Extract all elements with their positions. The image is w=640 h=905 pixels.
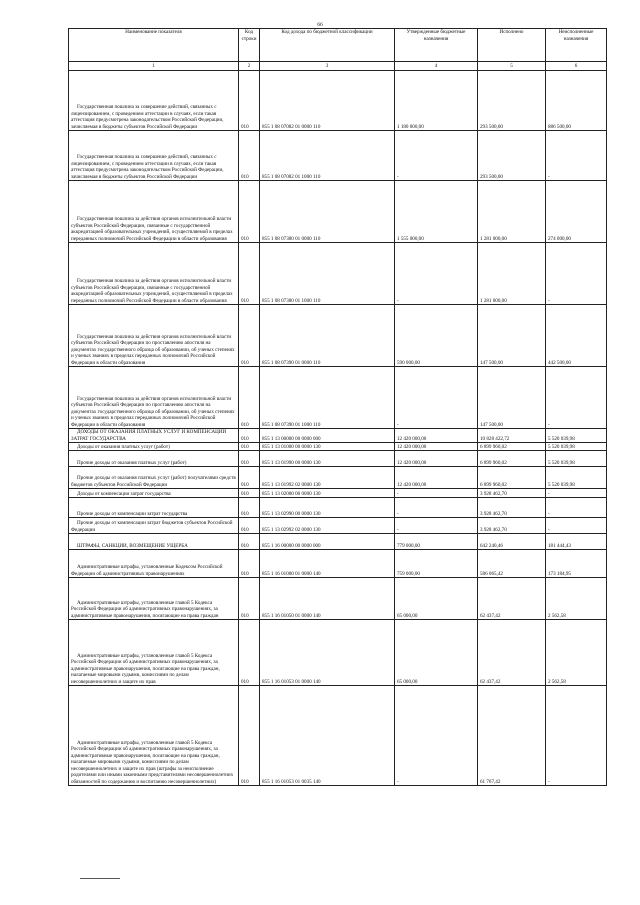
row-executed: 62 437,42 — [478, 578, 546, 620]
row-income-code: 855 1 16 01053 01 0000 140 — [260, 620, 395, 686]
row-executed: 6 899 960,02 — [478, 451, 546, 467]
table-row — [69, 305, 607, 367]
row-remaining: 181 444,43 — [546, 534, 607, 550]
row-income-code: 855 1 13 02990 00 0000 130 — [260, 498, 395, 518]
row-name: Административные штрафы, установленные главой 5 Кодекса Российской Федерации об административных правонарушениях, за административные правонарушения, посягающие на права граждан — [69, 578, 239, 620]
row-approved: 12 420 000,00 — [395, 443, 478, 451]
row-approved: - — [395, 367, 478, 429]
table-row — [69, 429, 607, 443]
budget-execution-table — [68, 28, 607, 786]
column-number: 3 — [260, 62, 395, 71]
row-remaining: - — [546, 686, 607, 786]
row-income-code: 855 1 13 01990 00 0000 130 — [260, 451, 395, 467]
row-line-code: 010 — [239, 534, 260, 550]
row-approved: - — [395, 518, 478, 534]
footnote-divider — [80, 878, 120, 879]
row-remaining: - — [546, 498, 607, 518]
table-row — [69, 550, 607, 578]
row-approved: - — [395, 489, 478, 498]
row-approved: - — [395, 686, 478, 786]
row-executed: 293 500,00 — [478, 131, 546, 181]
row-remaining: - — [546, 243, 607, 305]
row-name: Прочие доходы от оказания платных услуг (работ) — [69, 451, 239, 467]
row-remaining: 5 520 039,98 — [546, 467, 607, 489]
row-income-code: 855 1 08 07082 01 0000 110 — [260, 71, 395, 131]
row-name: Государственная пошлина за действия органов исполнительной власти субъектов Российской Федерации по проставлению апостиля на документах государственного образца об образовании, об ученых степенях и ученых званиях в пределах переданных полномочий Российской Федерации в области образования — [69, 367, 239, 429]
row-income-code: 855 1 13 01992 02 0000 130 — [260, 467, 395, 489]
column-number: 6 — [546, 62, 607, 71]
row-executed: 642 240,46 — [478, 534, 546, 550]
row-income-code: 855 1 13 00000 00 0000 000 — [260, 429, 395, 443]
row-name: Прочие доходы от компенсации затрат бюджетов субъектов Российской Федерации — [69, 518, 239, 534]
row-name: Государственная пошлина за совершение действий, связанных с лицензированием, с проведением аттестации в случаях, если такая аттестация предусмотрена законодательством Российской Федерации, зачисляемая в бюджеты субъектов Российской Федерации — [69, 131, 239, 181]
row-remaining: - — [546, 367, 607, 429]
row-executed: 10 828 422,72 — [478, 429, 546, 443]
row-approved: 1 180 000,00 — [395, 71, 478, 131]
table-row — [69, 467, 607, 489]
column-number: 1 — [69, 62, 239, 71]
row-line-code: 010 — [239, 305, 260, 367]
column-number: 4 — [395, 62, 478, 71]
row-line-code: 010 — [239, 686, 260, 786]
row-name: Государственная пошлина за действия органов исполнительной власти субъектов Российской Федерации, связанные с государственной аккредитацией образовательных учреждений, осуществляемой в пределах переданных полномочий Российской Федерации в области образования — [69, 181, 239, 243]
row-income-code: 855 1 08 07380 01 0000 110 — [260, 181, 395, 243]
header-executed: Исполнено — [478, 29, 546, 62]
row-line-code: 010 — [239, 498, 260, 518]
row-executed: 147 500,00 — [478, 367, 546, 429]
table-row — [69, 71, 607, 131]
row-income-code: 855 1 16 01000 01 0000 140 — [260, 550, 395, 578]
row-remaining: 5 520 039,98 — [546, 443, 607, 451]
row-remaining: 5 520 039,98 — [546, 429, 607, 443]
row-income-code: 855 1 08 07390 01 0000 110 — [260, 305, 395, 367]
row-executed: 6 899 960,02 — [478, 467, 546, 489]
row-remaining: 886 500,00 — [546, 71, 607, 131]
row-approved: - — [395, 498, 478, 518]
row-line-code: 010 — [239, 367, 260, 429]
row-name: Административные штрафы, установленные главой 5 Кодекса Российской Федерации об административных правонарушениях, за административные правонарушения, посягающие на права граждан, налагаемые мировыми судьями, комиссиями по делам несовершеннолетних и защите их прав — [69, 620, 239, 686]
row-executed: 3 928 462,70 — [478, 498, 546, 518]
header-income-code: Код дохода по бюджетной классификации — [260, 29, 395, 62]
row-income-code: 855 1 16 01050 01 0000 140 — [260, 578, 395, 620]
table-row — [69, 243, 607, 305]
row-line-code: 010 — [239, 181, 260, 243]
row-name: Прочие доходы от оказания платных услуг (работ) получателями средств бюджетов субъектов Российской Федерации — [69, 467, 239, 489]
row-line-code: 010 — [239, 467, 260, 489]
row-executed: 586 065,42 — [478, 550, 546, 578]
row-line-code: 010 — [239, 443, 260, 451]
row-name: Административные штрафы, установленные Кодексом Российской Федерации об административных правонарушениях — [69, 550, 239, 578]
row-name: ШТРАФЫ, САНКЦИИ, ВОЗМЕЩЕНИЕ УЩЕРБА — [69, 534, 239, 550]
row-name: Доходы от компенсации затрат государства — [69, 489, 239, 498]
table-row — [69, 686, 607, 786]
row-income-code: 855 1 13 01000 00 0000 130 — [260, 443, 395, 451]
row-approved: 65 000,00 — [395, 620, 478, 686]
row-remaining: - — [546, 131, 607, 181]
row-remaining: - — [546, 489, 607, 498]
header-name: Наименование показателя — [69, 29, 239, 62]
row-approved: 12 420 000,00 — [395, 429, 478, 443]
row-line-code: 010 — [239, 578, 260, 620]
row-income-code: 855 1 08 07380 01 1000 110 — [260, 243, 395, 305]
row-remaining: 5 520 039,98 — [546, 451, 607, 467]
row-executed: 1 281 000,00 — [478, 181, 546, 243]
row-executed: 147 500,00 — [478, 305, 546, 367]
row-remaining: 442 500,00 — [546, 305, 607, 367]
header-remaining: Неисполненные назначения — [546, 29, 607, 62]
row-approved: - — [395, 131, 478, 181]
row-remaining: 2 562,58 — [546, 578, 607, 620]
row-name: Государственная пошлина за действия органов исполнительной власти субъектов Российской Федерации, связанные с государственной аккредитацией образовательных учреждений, осуществляемой в пределах переданных полномочий Российской Федерации в области образования — [69, 243, 239, 305]
row-name: Прочие доходы от компенсации затрат государства — [69, 498, 239, 518]
row-name: Доходы от оказания платных услуг (работ) — [69, 443, 239, 451]
row-line-code: 010 — [239, 550, 260, 578]
row-income-code: 855 1 13 02000 00 0000 130 — [260, 489, 395, 498]
row-line-code: 010 — [239, 451, 260, 467]
row-executed: 293 500,00 — [478, 71, 546, 131]
table-row — [69, 498, 607, 518]
row-approved: 12 420 000,00 — [395, 467, 478, 489]
row-approved: 1 555 000,00 — [395, 181, 478, 243]
row-executed: 3 928 462,70 — [478, 489, 546, 498]
row-approved: 759 000,00 — [395, 550, 478, 578]
row-line-code: 010 — [239, 429, 260, 443]
row-income-code: 855 1 13 02992 02 0000 130 — [260, 518, 395, 534]
table-row — [69, 181, 607, 243]
table-row — [69, 620, 607, 686]
row-executed: 62 437,42 — [478, 620, 546, 686]
row-remaining: 2 562,58 — [546, 620, 607, 686]
row-approved: 12 420 000,00 — [395, 451, 478, 467]
row-line-code: 010 — [239, 489, 260, 498]
row-line-code: 010 — [239, 620, 260, 686]
table-row — [69, 489, 607, 498]
header-approved: Утвержденные бюджетные назначения — [395, 29, 478, 62]
row-line-code: 010 — [239, 131, 260, 181]
page-number: 66 — [317, 22, 323, 28]
row-remaining: - — [546, 518, 607, 534]
table-row — [69, 518, 607, 534]
row-name: Государственная пошлина за совершение действий, связанных с лицензированием, с проведением аттестации в случаях, если такая аттестация предусмотрена законодательством Российской Федерации, зачисляемая в бюджеты субъектов Российской Федерации — [69, 71, 239, 131]
row-approved: - — [395, 243, 478, 305]
column-number-row — [69, 62, 607, 71]
header-row — [69, 29, 607, 62]
row-remaining: 173 184,95 — [546, 550, 607, 578]
table-row — [69, 578, 607, 620]
table-row — [69, 131, 607, 181]
row-remaining: 274 000,00 — [546, 181, 607, 243]
row-income-code: 855 1 16 00000 00 0000 000 — [260, 534, 395, 550]
table-row — [69, 443, 607, 451]
row-executed: 61 767,42 — [478, 686, 546, 786]
column-number: 5 — [478, 62, 546, 71]
row-income-code: 855 1 08 07082 01 1000 110 — [260, 131, 395, 181]
row-name: ДОХОДЫ ОТ ОКАЗАНИЯ ПЛАТНЫХ УСЛУГ И КОМПЕНСАЦИИ ЗАТРАТ ГОСУДАРСТВА — [69, 429, 239, 443]
row-name: Государственная пошлина за действия органов исполнительной власти субъектов Российской Федерации по проставлению апостиля на документах государственного образца об образовании, об ученых степенях и ученых званиях в пределах переданных полномочий Российской Федерации в области образования — [69, 305, 239, 367]
row-line-code: 010 — [239, 518, 260, 534]
table-row — [69, 451, 607, 467]
row-income-code: 855 1 16 01053 01 0035 140 — [260, 686, 395, 786]
header-line-code: Код строки — [239, 29, 260, 62]
column-number: 2 — [239, 62, 260, 71]
row-executed: 6 899 960,02 — [478, 443, 546, 451]
table-row — [69, 534, 607, 550]
row-approved: 65 000,00 — [395, 578, 478, 620]
row-executed: 1 281 000,00 — [478, 243, 546, 305]
row-income-code: 855 1 08 07390 01 1000 110 — [260, 367, 395, 429]
row-name: Административные штрафы, установленные главой 5 Кодекса Российской Федерации об административных правонарушениях, за административные правонарушения, посягающие на права граждан, налагаемые мировыми судьями, комиссиями по делам несовершеннолетних и защите их прав (штрафы за неисполнение родителями или иными законными представителями несовершеннолетних обязанностей по содержанию и воспитанию несовершеннолетних) — [69, 686, 239, 786]
row-line-code: 010 — [239, 243, 260, 305]
table-row — [69, 367, 607, 429]
row-approved: 590 000,00 — [395, 305, 478, 367]
row-line-code: 010 — [239, 71, 260, 131]
row-approved: 779 000,00 — [395, 534, 478, 550]
row-executed: 3 928 462,70 — [478, 518, 546, 534]
